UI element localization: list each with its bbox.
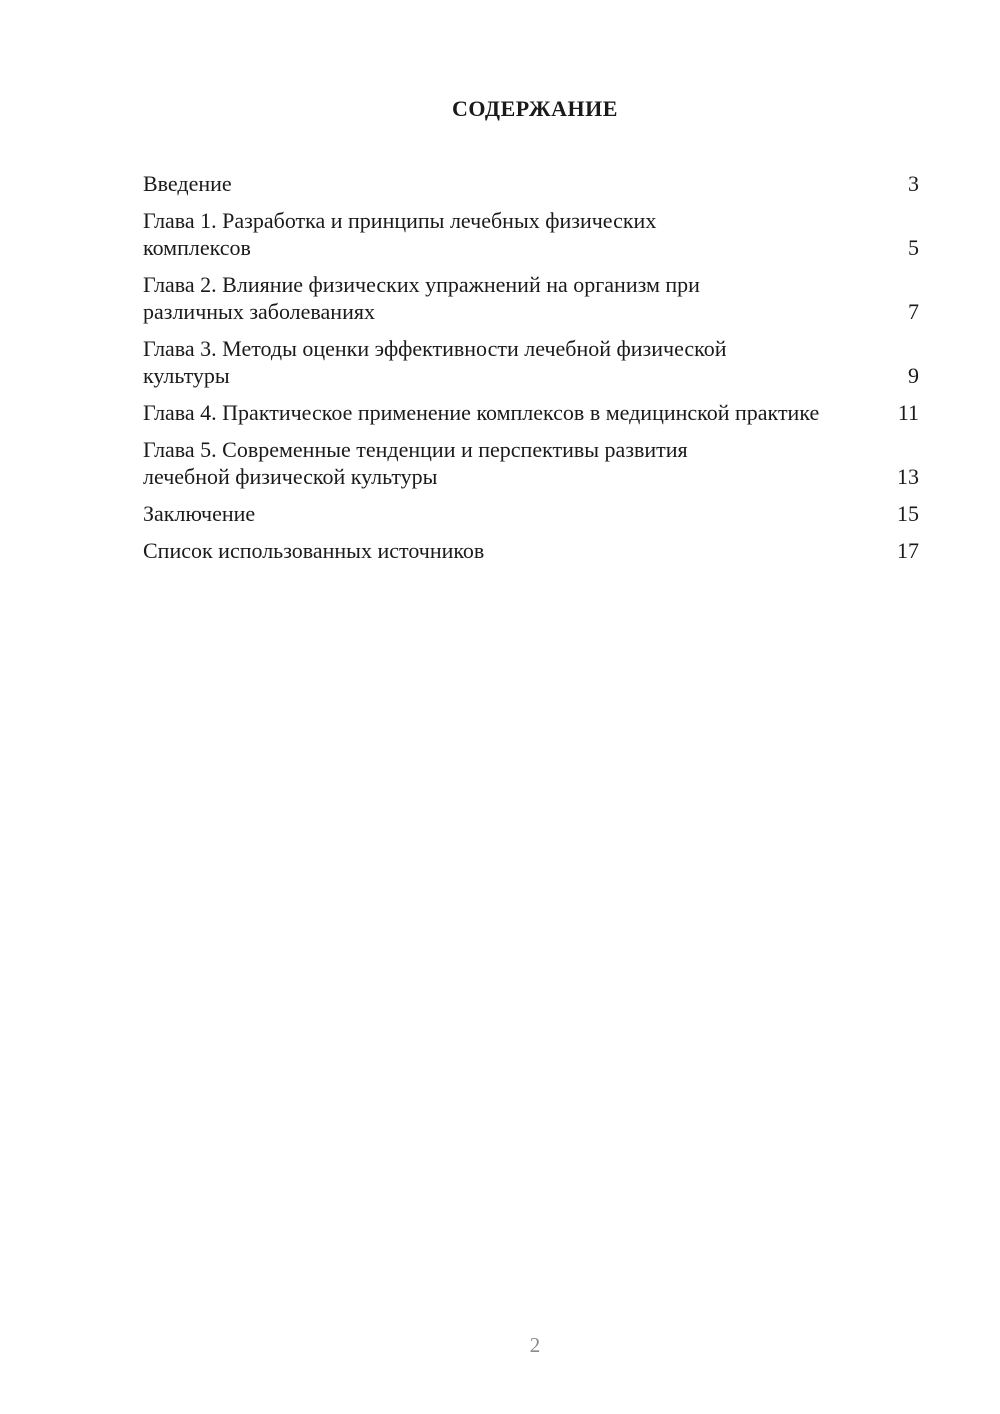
toc-entry-page: 13 (897, 464, 919, 489)
toc-entry-page: 9 (908, 363, 919, 388)
toc-entry-chapter-1 (143, 207, 919, 261)
toc-entry-chapter-4 (143, 399, 919, 426)
toc-entry-chapter-5 (143, 436, 919, 490)
toc-entry-references (143, 537, 919, 564)
toc-entry-introduction (143, 170, 919, 197)
toc-entry-title: Глава 2. Влияние физических упражнений на организм при различных заболеваниях (143, 272, 700, 324)
toc-entry-page: 11 (897, 400, 919, 425)
toc-entry-page: 7 (908, 299, 919, 324)
toc-entry-conclusion (143, 500, 919, 527)
toc-entry-page: 17 (897, 538, 919, 563)
toc-entry-title: Глава 3. Методы оценки эффективности лечебной физической культуры (143, 336, 727, 388)
toc-entry-title: Глава 5. Современные тенденции и перспективы развития лечебной физической культуры (143, 437, 688, 489)
page-number: 2 (529, 1333, 541, 1357)
toc-entry-title: Введение (143, 171, 232, 196)
toc-entry-title: Заключение (143, 501, 256, 526)
toc-entry-title: Список использованных источников (143, 538, 485, 563)
toc-entry-chapter-3 (143, 335, 919, 389)
table-of-contents (143, 170, 919, 574)
toc-entry-page: 5 (908, 235, 919, 260)
toc-entry-page: 15 (897, 501, 919, 526)
toc-entry-page: 3 (908, 171, 919, 196)
toc-entry-title: Глава 4. Практическое применение комплексов в медицинской практике (143, 400, 820, 425)
toc-entry-title: Глава 1. Разработка и принципы лечебных физических комплексов (143, 208, 657, 260)
toc-entry-chapter-2 (143, 271, 919, 325)
page-title: СОДЕРЖАНИЕ (452, 96, 618, 121)
